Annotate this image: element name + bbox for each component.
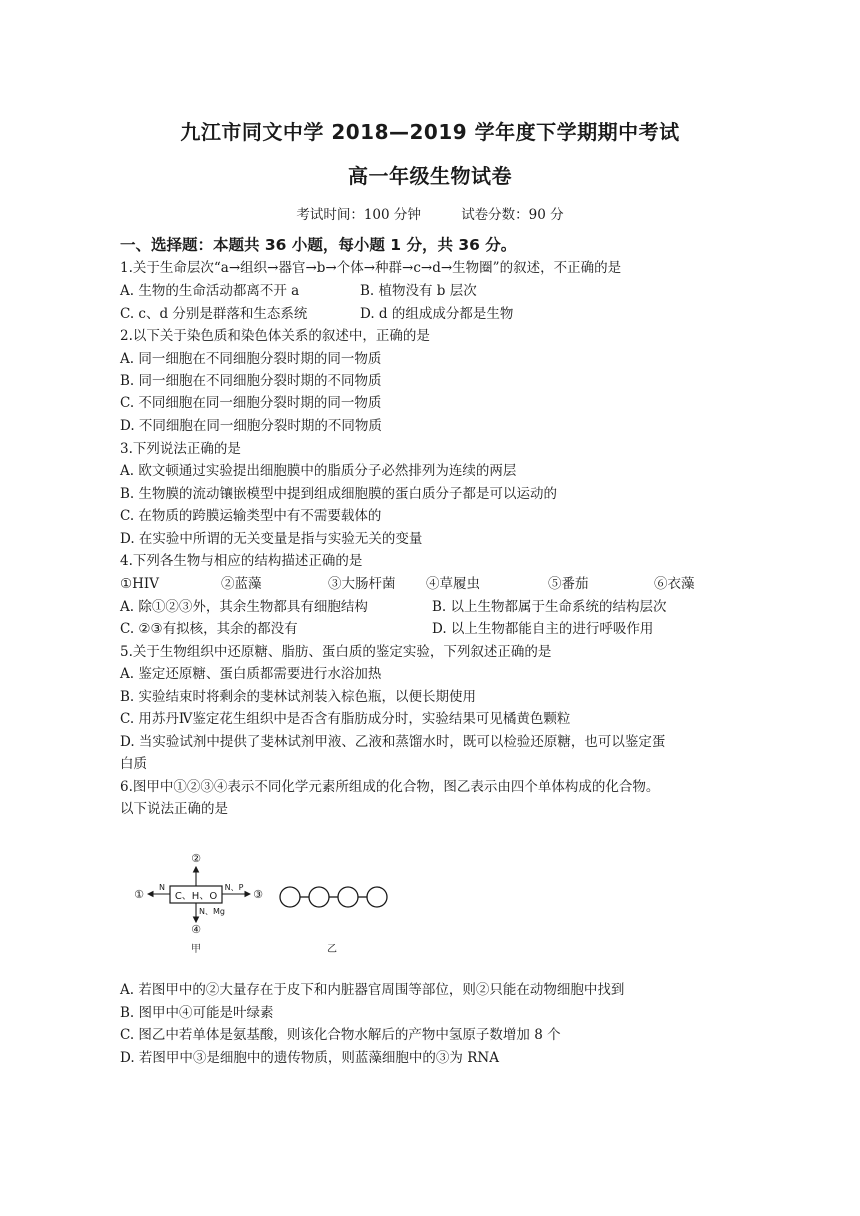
label-right-elements: N、P xyxy=(224,883,244,892)
q6-option-c: C. 图乙中若单体是氨基酸，则该化合物水解后的产物中氢原子数增加 8 个 xyxy=(120,1027,561,1043)
label-down-elements: N、Mg xyxy=(199,907,225,916)
label-n3: ③ xyxy=(253,888,263,901)
exam-title: 九江市同文中学 2018—2019 学年度下学期期中考试 xyxy=(180,120,680,144)
q1-option-a: A. 生物的生命活动都离不开 a xyxy=(120,283,300,299)
section-heading: 一、选择题：本题共 36 小题，每小题 1 分，共 36 分。 xyxy=(120,236,517,254)
q3-option-d: D. 在实验中所谓的无关变量是指与实验无关的变量 xyxy=(120,531,423,547)
q6-stem: 6.图甲中①②③④表示不同化学元素所组成的化合物，图乙表示由四个单体构成的化合物。 xyxy=(120,779,660,795)
q6-stem-cont: 以下说法正确的是 xyxy=(120,801,228,817)
caption-jia: 甲 xyxy=(191,944,201,955)
exam-time: 考试时间：100 分钟 xyxy=(296,207,421,223)
q5-option-b: B. 实验结束时将剩余的斐林试剂装入棕色瓶，以便长期使用 xyxy=(120,689,477,705)
q6-option-b: B. 图甲中④可能是叶绿素 xyxy=(120,1005,274,1021)
q4-item: ③大肠杆菌 xyxy=(328,576,396,592)
q4-item: ⑥衣藻 xyxy=(654,576,695,592)
q5-stem: 5.关于生物组织中还原糖、脂肪、蛋白质的鉴定实验，下列叙述正确的是 xyxy=(120,644,552,660)
q4-item: ⑤番茄 xyxy=(548,576,589,592)
q3-option-a: A. 欧文顿通过实验提出细胞膜中的脂质分子必然排列为连续的两层 xyxy=(120,463,517,479)
caption-yi: 乙 xyxy=(327,944,337,955)
label-n1: ① xyxy=(134,888,144,901)
monomer xyxy=(367,887,387,907)
monomer xyxy=(338,887,358,907)
q3-option-b: B. 生物膜的流动镶嵌模型中提到组成细胞膜的蛋白质分子都是可以运动的 xyxy=(120,486,558,502)
q6-figure xyxy=(130,848,430,958)
exam-score: 试卷分数：90 分 xyxy=(461,207,564,223)
monomer xyxy=(309,887,329,907)
q4-option-a: A. 除①②③外，其余生物都具有细胞结构 xyxy=(120,599,368,615)
q2-option-c: C. 不同细胞在同一细胞分裂时期的同一物质 xyxy=(120,395,382,411)
q5-option-a: A. 鉴定还原糖、蛋白质都需要进行水浴加热 xyxy=(120,666,382,682)
figure-jia xyxy=(134,852,263,955)
q4-option-d: D. 以上生物都能自主的进行呼吸作用 xyxy=(432,621,654,637)
label-left-elements: N xyxy=(159,883,165,892)
q4-option-c: C. ②③有拟核，其余的都没有 xyxy=(120,621,298,637)
q2-option-b: B. 同一细胞在不同细胞分裂时期的不同物质 xyxy=(120,373,382,389)
q4-stem: 4.下列各生物与相应的结构描述正确的是 xyxy=(120,553,363,569)
monomer xyxy=(280,887,300,907)
q1-option-d: D. d 的组成成分都是生物 xyxy=(360,306,514,322)
q4-item: ②蓝藻 xyxy=(221,576,262,592)
exam-info xyxy=(0,203,860,223)
q1-option-c: C. c、d 分别是群落和生态系统 xyxy=(120,306,308,322)
q2-stem: 2.以下关于染色质和染色体关系的叙述中，正确的是 xyxy=(120,328,430,344)
q2-option-d: D. 不同细胞在同一细胞分裂时期的不同物质 xyxy=(120,418,382,434)
q4-item: ①HIV xyxy=(120,576,159,592)
q1-stem: 1.关于生命层次“a→组织→器官→b→个体→种群→c→d→生物圈”的叙述，不正确的是 xyxy=(120,260,622,276)
q1-option-b: B. 植物没有 b 层次 xyxy=(360,283,477,299)
q4-option-b: B. 以上生物都属于生命系统的结构层次 xyxy=(432,599,667,615)
label-n4: ④ xyxy=(191,923,201,936)
q3-option-c: C. 在物质的跨膜运输类型中有不需要载体的 xyxy=(120,508,382,524)
figure-yi xyxy=(280,887,387,907)
q6-option-d: D. 若图甲中③是细胞中的遗传物质，则蓝藻细胞中的③为 RNA xyxy=(120,1050,499,1066)
q6-option-a: A. 若图甲中的②大量存在于皮下和内脏器官周围等部位，则②只能在动物细胞中找到 xyxy=(120,982,625,998)
element-box-label: C、H、O xyxy=(174,891,218,902)
q5-option-d-cont: 白质 xyxy=(120,756,147,772)
q4-item: ④草履虫 xyxy=(426,576,480,592)
q2-option-a: A. 同一细胞在不同细胞分裂时期的同一物质 xyxy=(120,351,382,367)
exam-subtitle: 高一年级生物试卷 xyxy=(348,164,512,188)
q3-stem: 3.下列说法正确的是 xyxy=(120,441,241,457)
label-n2: ② xyxy=(191,852,201,865)
q5-option-d: D. 当实验试剂中提供了斐林试剂甲液、乙液和蒸馏水时，既可以检验还原糖，也可以鉴定蛋 xyxy=(120,734,666,750)
q5-option-c: C. 用苏丹Ⅳ鉴定花生组织中是否含有脂肪成分时，实验结果可见橘黄色颗粒 xyxy=(120,711,571,727)
